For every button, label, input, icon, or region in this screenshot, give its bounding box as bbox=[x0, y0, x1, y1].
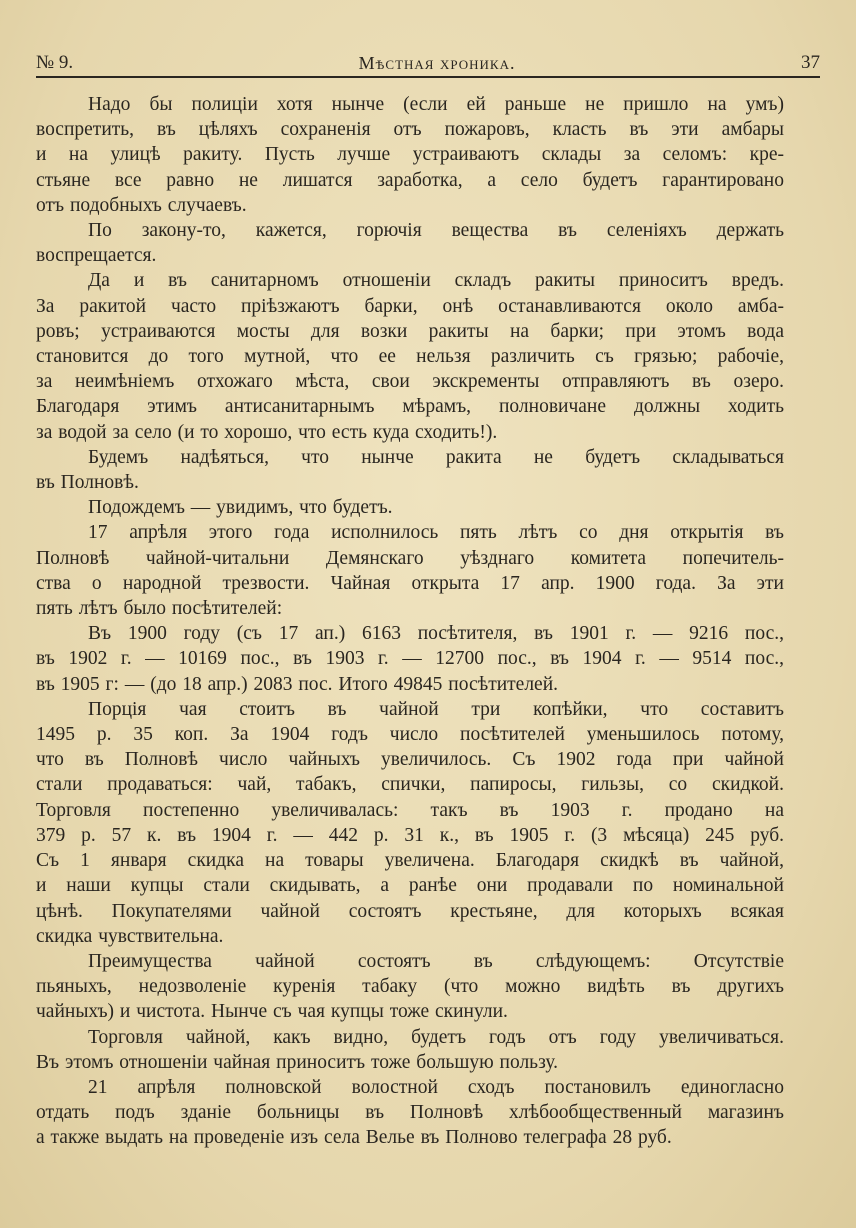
text-line: чайныхъ) и чистота. Нынче съ чая купцы тоже скинули. bbox=[36, 1001, 508, 1023]
text-line: Порція чая стоитъ въ чайной три копѣйки, что составитъ bbox=[88, 698, 784, 720]
text-line: 21 апрѣля полновской волостной сходъ постановилъ единогласно bbox=[88, 1076, 784, 1098]
page-number: 37 bbox=[801, 52, 820, 73]
paragraph bbox=[36, 495, 784, 520]
paragraph bbox=[36, 92, 784, 218]
paragraph bbox=[36, 268, 784, 444]
text-line: Да и въ санитарномъ отношеніи складъ ракиты приноситъ вредъ. bbox=[88, 270, 784, 292]
text-line: и на улицѣ ракиту. Пусть лучше устраиваютъ склады за селомъ: кре- bbox=[36, 144, 784, 166]
running-header bbox=[36, 44, 820, 74]
text-line: отъ подобныхъ случаевъ. bbox=[36, 194, 247, 216]
text-line: пять лѣтъ было посѣтителей: bbox=[36, 598, 283, 620]
text-line: стали продаваться: чай, табакъ, спички, папиросы, гильзы, со скидкой. bbox=[36, 774, 784, 796]
text-line: пьяныхъ, недозволеніе куренія табаку (что можно видѣть въ другихъ bbox=[36, 976, 784, 998]
text-line: въ Полновѣ. bbox=[36, 472, 139, 494]
text-line: Въ этомъ отношеніи чайная приноситъ тоже большую пользу. bbox=[36, 1051, 559, 1073]
text-line: Будемъ надѣяться, что нынче ракита не будетъ складываться bbox=[88, 446, 784, 468]
text-line: Въ 1900 году (съ 17 ап.) 6163 посѣтителя, въ 1901 г. — 9216 пос., bbox=[88, 623, 784, 645]
issue-number: № 9. bbox=[36, 52, 74, 73]
text-line: За ракитой часто пріѣзжаютъ барки, онѣ останавливаются около амба- bbox=[36, 295, 784, 317]
text-line: 17 апрѣля этого года исполнилось пять лѣтъ со дня открытія въ bbox=[88, 522, 784, 544]
text-line: воспрещается. bbox=[36, 245, 157, 267]
text-line: Преимущества чайной состоятъ въ слѣдующемъ: Отсутствіе bbox=[88, 950, 784, 972]
text-line: въ 1905 г: — (до 18 апр.) 2083 пос. Итого 49845 посѣтителей. bbox=[36, 673, 559, 695]
text-line: что въ Полновѣ число чайныхъ увеличилось. Съ 1902 года при чайной bbox=[36, 749, 784, 771]
text-line: Полновѣ чайной-читальни Демянскаго уѣзднаго комитета попечитель- bbox=[36, 547, 784, 569]
paragraph bbox=[36, 621, 784, 697]
text-line: воспретить, въ цѣляхъ сохраненія отъ пожаровъ, класть въ эти амбары bbox=[36, 119, 784, 141]
paragraph bbox=[36, 1075, 784, 1151]
text-line: ровъ; устраиваются мосты для возки ракиты на барки; при этомъ вода bbox=[36, 320, 784, 342]
header-rule bbox=[36, 76, 820, 78]
text-line: Съ 1 января скидка на товары увеличена. Благодаря скидкѣ въ чайной, bbox=[36, 850, 784, 872]
text-line: По закону-то, кажется, горючія вещества въ селеніяхъ держать bbox=[88, 220, 784, 242]
text-line: Благодаря этимъ антисанитарнымъ мѣрамъ, полновичане должны ходить bbox=[36, 396, 784, 418]
text-line: Подождемъ — увидимъ, что будетъ. bbox=[88, 497, 393, 519]
text-line: въ 1902 г. — 10169 пос., въ 1903 г. — 12700 пос., въ 1904 г. — 9514 пос., bbox=[36, 648, 784, 670]
text-line: скидка чувствительна. bbox=[36, 925, 224, 947]
text-line: Торговля постепенно увеличивалась: такъ въ 1903 г. продано на bbox=[36, 799, 784, 821]
text-line: 1495 р. 35 коп. За 1904 годъ число посѣтителей уменьшилось потому, bbox=[36, 724, 784, 746]
page-body bbox=[36, 92, 784, 1151]
text-line: а также выдать на проведеніе изъ села Велье въ Полново телеграфа 28 руб. bbox=[36, 1127, 672, 1149]
text-line: за неимѣніемъ отхожаго мѣста, свои экскременты отправляютъ въ озеро. bbox=[36, 371, 784, 393]
paragraph bbox=[36, 445, 784, 495]
text-line: Надо бы полиціи хотя нынче (если ей раньше не пришло на умъ) bbox=[88, 94, 784, 115]
text-line: цѣнѣ. Покупателями чайной состоятъ крестьяне, для которыхъ всякая bbox=[36, 900, 784, 922]
text-line: отдать подъ зданіе больницы въ Полновѣ хлѣбообщественный магазинъ bbox=[36, 1102, 784, 1124]
text-line: ства о народной трезвости. Чайная открыта 17 апр. 1900 года. За эти bbox=[36, 572, 784, 594]
text-line: и наши купцы стали скидывать, а ранѣе они продавали по номинальной bbox=[36, 875, 784, 897]
paragraph bbox=[36, 218, 784, 268]
text-line: становится до того мутной, что ее нельзя различить съ грязью; рабочіе, bbox=[36, 346, 784, 368]
text-line: Торговля чайной, какъ видно, будетъ годъ отъ году увеличиваться. bbox=[88, 1026, 784, 1048]
paragraph bbox=[36, 520, 784, 621]
paragraph bbox=[36, 697, 784, 949]
text-line: стьяне все равно не лишатся заработка, а село будетъ гарантировано bbox=[36, 169, 784, 191]
paragraph bbox=[36, 1025, 784, 1075]
text-line: за водой за село (и то хорошо, что есть куда сходить!). bbox=[36, 421, 498, 443]
paragraph bbox=[36, 949, 784, 1025]
section-title: Мѣстная хроника. bbox=[358, 53, 516, 73]
text-line: 379 р. 57 к. въ 1904 г. — 442 р. 31 к., въ 1905 г. (3 мѣсяца) 245 руб. bbox=[36, 824, 784, 846]
